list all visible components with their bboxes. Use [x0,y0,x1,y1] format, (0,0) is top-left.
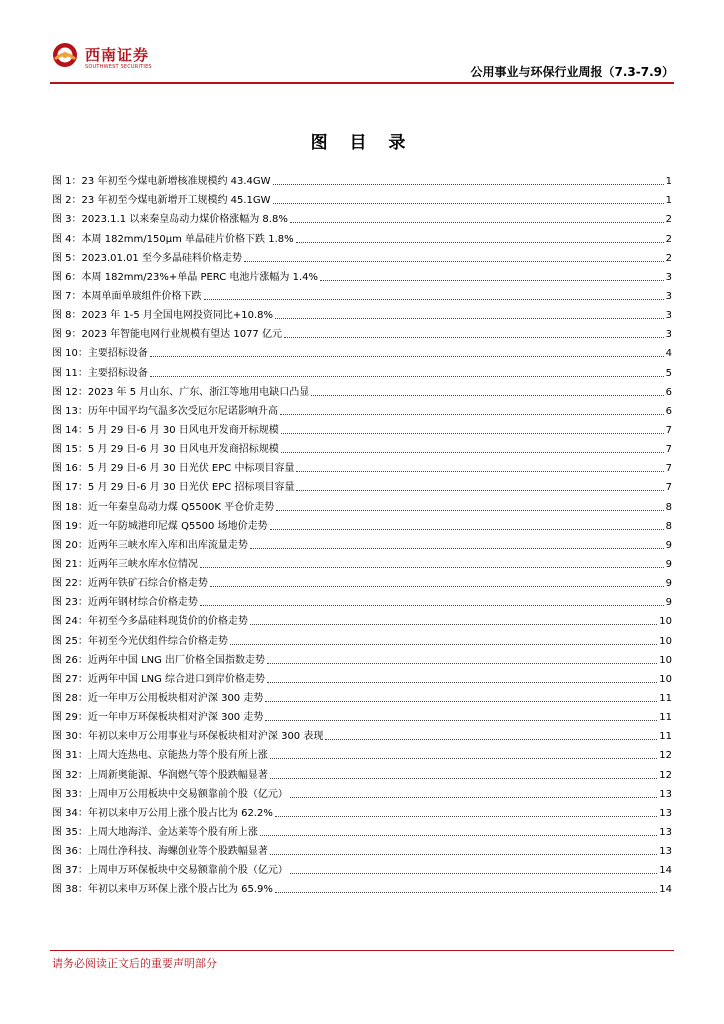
toc-entry[interactable] [52,687,672,706]
toc-leader-dots [325,739,657,740]
toc-entry-page[interactable]: 12 [659,750,672,762]
toc-entry[interactable] [52,591,672,610]
toc-entry[interactable] [52,859,672,878]
company-logo [50,38,180,78]
toc-entry-label[interactable]: 图 6：本周 182mm/23%+单晶 PERC 电池片涨幅为 1.4% [52,271,318,283]
toc-entry-label[interactable]: 图 26：近两年中国 LNG 出厂价格全国指数走势 [52,654,266,666]
toc-entry[interactable] [52,553,672,572]
toc-entry[interactable] [52,534,672,553]
toc-entry[interactable] [52,342,672,361]
toc-entry-label[interactable]: 图 21：近两年三峡水库水位情况 [52,558,198,570]
toc-entry-page[interactable]: 4 [665,348,672,360]
toc-entry[interactable] [52,438,672,457]
toc-entry-page[interactable]: 9 [665,597,672,609]
toc-leader-dots [281,433,664,434]
toc-entry-label[interactable]: 图 3：2023.1.1 以来秦皇岛动力煤价格涨幅为 8.8% [52,214,288,226]
toc-entry-label[interactable]: 图 12：2023 年 5 月山东、广东、浙江等地用电缺口凸显 [52,386,310,398]
toc-entry-page[interactable]: 6 [665,405,672,417]
toc-leader-dots [200,567,664,568]
toc-entry-label[interactable]: 图 1：23 年初至今煤电新增核准规模约 43.4GW [52,176,271,188]
toc-entry-page[interactable]: 10 [659,616,672,628]
toc-leader-dots [260,835,657,836]
toc-entry[interactable] [52,572,672,591]
toc-entry-page[interactable]: 2 [665,214,672,226]
toc-entry-page[interactable]: 7 [665,482,672,494]
toc-leader-dots [270,854,657,855]
toc-title: 图 目 录 [310,133,414,153]
toc-entry[interactable] [52,170,672,189]
toc-entry-page[interactable]: 7 [665,444,672,456]
toc-entry-page[interactable]: 10 [659,635,672,647]
toc-entry[interactable] [52,457,672,476]
toc-leader-dots [311,395,663,396]
toc-entry-label[interactable]: 图 24：年初至今多晶硅料现货价的价格走势 [52,616,248,628]
toc-leader-dots [290,222,664,223]
toc-leader-dots [280,414,664,415]
toc-leader-dots [275,318,664,319]
toc-leader-dots [244,261,664,262]
toc-leader-dots [230,644,657,645]
toc-entry[interactable] [52,878,672,897]
toc-entry-label[interactable]: 图 28：近一年申万公用板块相对沪深 300 走势 [52,692,264,704]
toc-leader-dots [265,701,657,702]
toc-leader-dots [320,280,664,281]
toc-entry[interactable] [52,208,672,227]
toc-leader-dots [276,510,663,511]
toc-entry-page[interactable]: 2 [665,252,672,264]
toc-leader-dots [150,376,664,377]
toc-entry-label[interactable]: 图 38：年初以来申万环保上涨个股占比为 65.9% [52,884,273,896]
toc-entry-label[interactable]: 图 23：近两年钢材综合价格走势 [52,597,198,609]
toc-entry-page[interactable]: 13 [659,807,672,819]
toc-entry-page[interactable]: 11 [659,731,672,743]
toc-entry-label[interactable]: 图 22：近两年铁矿石综合价格走势 [52,578,208,590]
toc-entry[interactable] [52,361,672,380]
toc-entry-label[interactable]: 图 14：5 月 29 日-6 月 30 日风电开发商开标规模 [52,424,279,436]
toc-leader-dots [296,471,663,472]
toc-leader-dots [275,816,657,817]
toc-entry-page[interactable]: 9 [665,539,672,551]
toc-entry[interactable] [52,668,672,687]
toc-leader-dots [200,605,664,606]
toc-leader-dots [284,337,664,338]
toc-entry-label[interactable]: 图 17：5 月 29 日-6 月 30 日光伏 EPC 招标项目容量 [52,482,295,494]
toc-entry[interactable] [52,821,672,840]
toc-entry-label[interactable]: 图 30：年初以来申万公用事业与环保板块相对沪深 300 表现 [52,731,324,743]
toc-entry-label[interactable]: 图 9：2023 年智能电网行业规模有望达 1077 亿元 [52,329,282,341]
toc-entry-page[interactable]: 14 [659,865,672,877]
toc-leader-dots [270,778,657,779]
toc-entry[interactable] [52,285,672,304]
toc-leader-dots [275,892,657,893]
logo-icon [52,42,78,68]
toc-leader-dots [273,203,664,204]
header-divider [50,82,674,84]
toc-entry-page[interactable]: 1 [665,176,672,188]
toc-entry-page[interactable]: 7 [665,463,672,475]
toc-entry-label[interactable]: 图 19：近一年防城港印尼煤 Q5500 场地价走势 [52,520,268,532]
toc-entry-label[interactable]: 图 2：23 年初至今煤电新增开工规模约 45.1GW [52,195,271,207]
figure-toc-list [52,170,672,897]
toc-entry-label[interactable]: 图 34：年初以来申万公用上涨个股占比为 62.2% [52,807,273,819]
toc-leader-dots [265,720,657,721]
logo-text-cn: 西南证券 [85,46,150,64]
toc-entry-label[interactable]: 图 4：本周 182mm/150μm 单晶硅片价格下跌 1.8% [52,233,294,245]
toc-entry-label[interactable]: 图 18：近一年秦皇岛动力煤 Q5500K 平仓价走势 [52,501,275,513]
toc-entry[interactable] [52,802,672,821]
toc-entry-label[interactable]: 图 29：近一年申万环保板块相对沪深 300 走势 [52,712,264,724]
toc-entry-label[interactable]: 图 25：年初至今光伏组件综合价格走势 [52,635,228,647]
toc-entry-label[interactable]: 图 15：5 月 29 日-6 月 30 日风电开发商招标规模 [52,444,279,456]
toc-entry-page[interactable]: 13 [659,826,672,838]
footer-divider [50,950,674,951]
toc-entry-page[interactable]: 11 [659,712,672,724]
toc-entry-page[interactable]: 8 [665,501,672,513]
toc-entry-label[interactable]: 图 8：2023 年 1-5 月全国电网投资同比+10.8% [52,310,274,322]
toc-entry-page[interactable]: 5 [665,367,672,379]
toc-entry-page[interactable]: 13 [659,788,672,800]
toc-leader-dots [290,797,657,798]
toc-leader-dots [204,299,664,300]
toc-entry-label[interactable]: 图 31：上周大连热电、京能热力等个股有所上涨 [52,750,268,762]
toc-entry[interactable] [52,495,672,514]
toc-entry[interactable] [52,629,672,648]
toc-entry-page[interactable]: 14 [659,884,672,896]
footer-disclaimer: 请务必阅读正文后的重要声明部分 [52,957,217,970]
toc-entry-label[interactable]: 图 7：本周单面单玻组件价格下跌 [52,290,202,302]
toc-entry-page[interactable]: 1 [665,195,672,207]
toc-leader-dots [267,682,657,683]
toc-entry-page[interactable]: 10 [659,673,672,685]
toc-entry-page[interactable]: 3 [665,310,672,322]
toc-entry-page[interactable]: 2 [665,233,672,245]
toc-entry[interactable] [52,227,672,246]
toc-entry[interactable] [52,610,672,629]
toc-entry-page[interactable]: 3 [665,290,672,302]
toc-leader-dots [281,452,664,453]
toc-entry[interactable] [52,763,672,782]
toc-entry-page[interactable]: 11 [659,692,672,704]
toc-entry-page[interactable]: 8 [665,520,672,532]
toc-entry-page[interactable]: 3 [665,271,672,283]
toc-leader-dots [250,624,657,625]
toc-entry[interactable] [52,706,672,725]
toc-entry-page[interactable]: 7 [665,424,672,436]
toc-entry[interactable] [52,725,672,744]
toc-entry-page[interactable]: 9 [665,558,672,570]
logo-text-en: SOUTHWEST SECURITIES [85,64,152,70]
toc-entry-label[interactable]: 图 32：上周新奥能源、华润燃气等个股跌幅显著 [52,769,268,781]
toc-leader-dots [150,356,664,357]
toc-entry-label[interactable]: 图 33：上周申万公用板块中交易额靠前个股（亿元） [52,788,288,800]
toc-leader-dots [290,873,657,874]
toc-entry-page[interactable]: 6 [665,386,672,398]
toc-entry-label[interactable]: 图 5：2023.01.01 至今多晶硅料价格走势 [52,252,242,264]
toc-entry-label[interactable]: 图 37：上周申万环保板块中交易额靠前个股（亿元） [52,865,288,877]
toc-leader-dots [270,529,664,530]
toc-entry-label[interactable]: 图 35：上周大地海洋、金达莱等个股有所上涨 [52,826,258,838]
toc-entry[interactable] [52,381,672,400]
page-header [50,38,674,85]
toc-entry[interactable] [52,649,672,668]
toc-entry[interactable] [52,515,672,534]
report-title: 公用事业与环保行业周报（7.3-7.9） [470,65,674,79]
toc-entry-label[interactable]: 图 11：主要招标设备 [52,367,148,379]
toc-entry[interactable] [52,476,672,495]
toc-entry-label[interactable]: 图 16：5 月 29 日-6 月 30 日光伏 EPC 中标项目容量 [52,463,295,475]
toc-entry-label[interactable]: 图 10：主要招标设备 [52,348,148,360]
toc-leader-dots [296,242,664,243]
toc-leader-dots [267,663,657,664]
toc-leader-dots [250,548,664,549]
toc-entry[interactable] [52,419,672,438]
toc-entry-label[interactable]: 图 13：历年中国平均气温多次受厄尔尼诺影响升高 [52,405,278,417]
toc-entry-label[interactable]: 图 36：上周仕净科技、海螺创业等个股跌幅显著 [52,846,268,858]
toc-entry[interactable] [52,840,672,859]
toc-entry-page[interactable]: 3 [665,329,672,341]
toc-entry[interactable] [52,266,672,285]
toc-entry[interactable] [52,323,672,342]
toc-leader-dots [296,490,663,491]
toc-leader-dots [273,184,664,185]
toc-entry[interactable] [52,304,672,323]
toc-leader-dots [270,758,657,759]
toc-leader-dots [210,586,664,587]
toc-entry[interactable] [52,400,672,419]
toc-entry[interactable] [52,783,672,802]
toc-entry[interactable] [52,744,672,763]
toc-entry-page[interactable]: 9 [665,578,672,590]
toc-entry-page[interactable]: 10 [659,654,672,666]
toc-entry[interactable] [52,189,672,208]
toc-entry[interactable] [52,247,672,266]
toc-entry-page[interactable]: 13 [659,846,672,858]
toc-entry-label[interactable]: 图 20：近两年三峡水库入库和出库流量走势 [52,539,248,551]
toc-entry-page[interactable]: 12 [659,769,672,781]
toc-entry-label[interactable]: 图 27：近两年中国 LNG 综合进口到岸价格走势 [52,673,266,685]
